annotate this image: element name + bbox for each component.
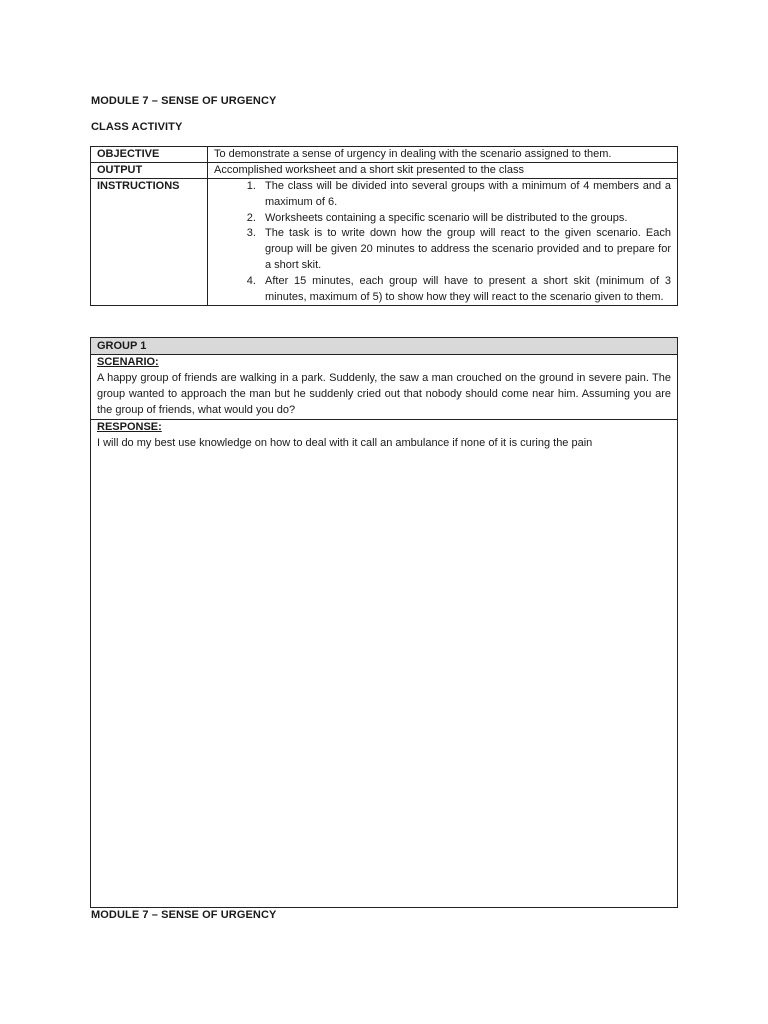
instructions-cell bbox=[208, 179, 678, 306]
scenario-text: A happy group of friends are walking in a park. Suddenly, the saw a man crouched on the ground in severe pain. The group wanted to approach the man but he suddenly cried out that nobody should come near him. Assuming you are the group of friends, what would you do? bbox=[97, 372, 671, 416]
instructions-row bbox=[91, 179, 678, 306]
instructions-list bbox=[214, 179, 671, 305]
output-label: OUTPUT bbox=[91, 163, 208, 179]
instruction-item: 1. The class will be divided into several groups with a minimum of 4 members and a maximum of 6. bbox=[259, 179, 671, 211]
response-text[interactable]: I will do my best use knowledge on how to deal with it call an ambulance if none of it is curing the pain bbox=[97, 437, 593, 449]
scenario-label: SCENARIO: bbox=[97, 356, 159, 368]
class-activity-heading: CLASS ACTIVITY bbox=[91, 121, 183, 133]
response-section bbox=[91, 420, 677, 451]
instructions-label: INSTRUCTIONS bbox=[91, 179, 208, 306]
scenario-section bbox=[91, 355, 677, 420]
output-row bbox=[91, 163, 678, 179]
objective-label: OBJECTIVE bbox=[91, 147, 208, 163]
activity-info-table bbox=[90, 146, 678, 306]
instruction-item: 2. Worksheets containing a specific scenario will be distributed to the groups. bbox=[259, 211, 671, 227]
group-worksheet-box bbox=[90, 337, 678, 908]
instruction-item: 3. The task is to write down how the group will react to the given scenario. Each group will be given 20 minutes to address the scenario provided and to prepare for a short skit. bbox=[259, 226, 671, 273]
objective-row bbox=[91, 147, 678, 163]
group-header: GROUP 1 bbox=[91, 338, 677, 355]
footer-module-title: MODULE 7 – SENSE OF URGENCY bbox=[91, 909, 277, 921]
output-value: Accomplished worksheet and a short skit presented to the class bbox=[208, 163, 678, 179]
instruction-item: 4. After 15 minutes, each group will have to present a short skit (minimum of 3 minutes, maximum of 5) to show how they will react to the scenario given to them. bbox=[259, 274, 671, 306]
objective-value: To demonstrate a sense of urgency in dealing with the scenario assigned to them. bbox=[208, 147, 678, 163]
module-title: MODULE 7 – SENSE OF URGENCY bbox=[91, 95, 277, 107]
response-label: RESPONSE: bbox=[97, 421, 162, 433]
